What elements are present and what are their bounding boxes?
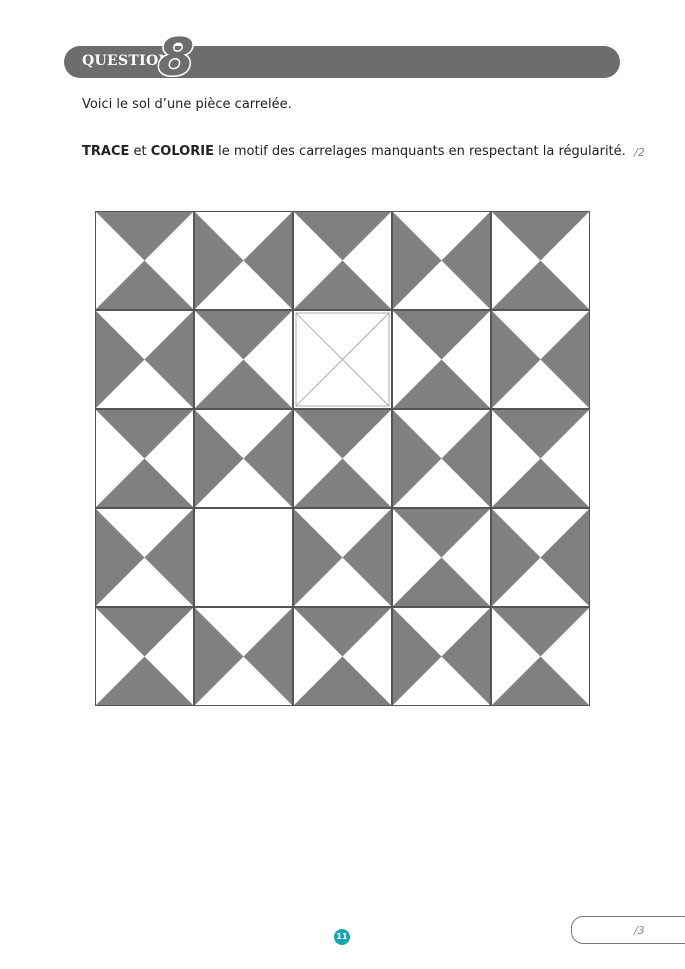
tile-r2-c3	[293, 310, 392, 409]
instruction-text	[82, 144, 626, 159]
tile-r3-c4	[392, 409, 491, 508]
tile-r5-c4	[392, 607, 491, 706]
tile-r4-c1	[95, 508, 194, 607]
tile-r3-c5	[491, 409, 590, 508]
tile-r1-c1	[95, 211, 194, 310]
tile-r4-c2	[194, 508, 293, 607]
tile-r2-c5	[491, 310, 590, 409]
instruction-verb-colorie: COLORIE	[150, 144, 214, 159]
score-box	[571, 916, 685, 944]
score-total: /3	[634, 924, 645, 937]
tile-r3-c3	[293, 409, 392, 508]
question-number: 8	[158, 28, 195, 88]
tile-r5-c1	[95, 607, 194, 706]
tile-r3-c2	[194, 409, 293, 508]
instruction-connector: et	[133, 144, 147, 159]
tile-r2-c2	[194, 310, 293, 409]
tile-r2-c1	[95, 310, 194, 409]
tile-r1-c2	[194, 211, 293, 310]
intro-text: Voici le sol d’une pièce carrelée.	[82, 97, 292, 112]
tiling-grid	[95, 211, 590, 706]
tile-r4-c3	[293, 508, 392, 607]
instruction-rest: le motif des carrelages manquants en respectant la régularité.	[218, 144, 626, 159]
tile-r1-c5	[491, 211, 590, 310]
tile-r5-c3	[293, 607, 392, 706]
score-question: /2	[634, 146, 645, 159]
tile-r3-c1	[95, 409, 194, 508]
page-number: 11	[334, 929, 350, 945]
tile-r1-c3	[293, 211, 392, 310]
tile-r4-c4	[392, 508, 491, 607]
tile-r2-c4	[392, 310, 491, 409]
tile-r1-c4	[392, 211, 491, 310]
instruction-verb-trace: TRACE	[82, 144, 130, 159]
tile-r5-c2	[194, 607, 293, 706]
question-label: QUESTION	[82, 53, 172, 69]
tile-r5-c5	[491, 607, 590, 706]
tile-r4-c5	[491, 508, 590, 607]
